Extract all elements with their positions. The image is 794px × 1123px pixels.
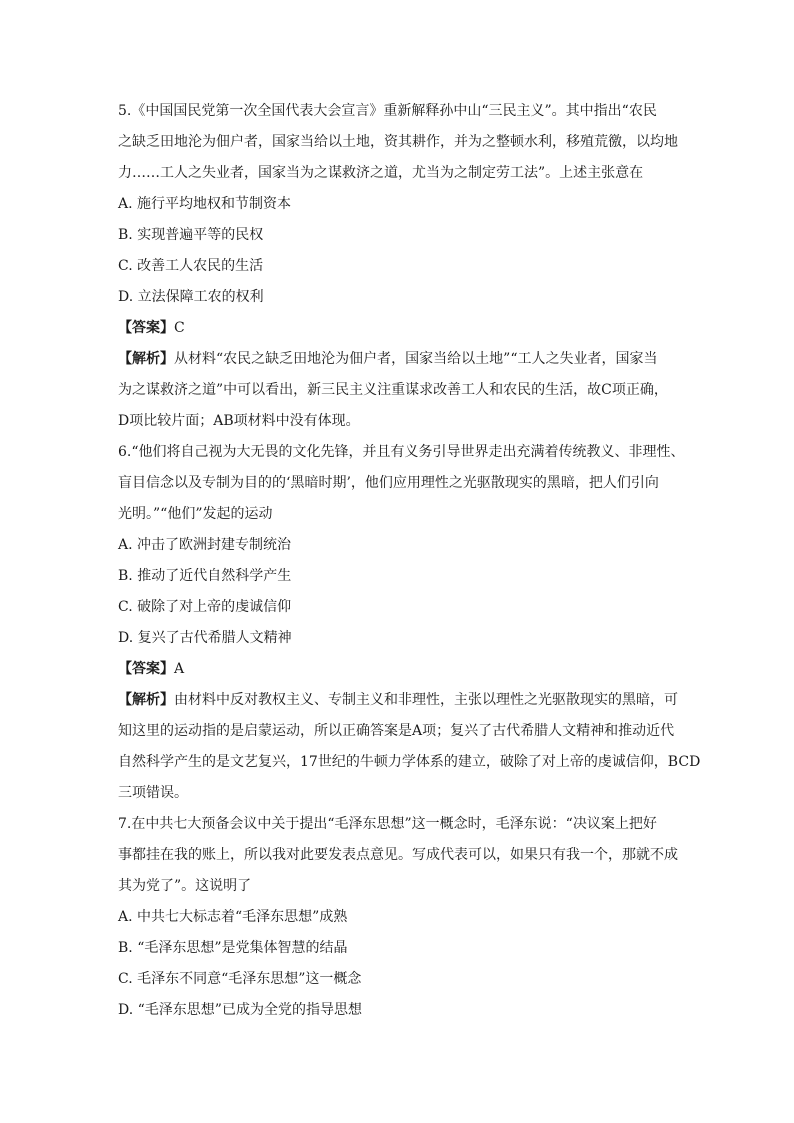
analysis-line: 为之谋救济之道”中可以看出，新三民主义注重谋求改善工人和农民的生活，故C项正确， [118,382,668,398]
analysis-text: 从材料“农民之缺乏田地沦为佃户者，国家当给以土地”“工人之失业者，国家当 [174,351,658,367]
answer-line [118,313,678,344]
option-b: B. “毛泽东思想”是党集体智慧的结晶 [118,940,348,956]
option-a: A. 中共七大标志着“毛泽东思想”成熟 [118,909,348,925]
answer-value: C [174,320,185,336]
analysis-line: 三项错误。 [118,785,188,801]
analysis-text: 由材料中反对教权主义、专制主义和非理性，主张以理性之光驱散现实的黑暗，可 [174,692,678,708]
analysis-label: 【解析】 [118,351,174,367]
answer-value: A [174,661,185,677]
option-c: C. 破除了对上帝的虔诚信仰 [118,599,292,615]
analysis-line: 自然科学产生的是文艺复兴，17世纪的牛顿力学体系的建立，破除了对上帝的虔诚信仰，BCD [118,754,701,770]
question-stem-line: 之缺乏田地沦为佃户者，国家当给以土地，资其耕作，并为之整顿水利，移殖荒徼，以均地 [118,134,678,150]
question-stem-line: 盲目信念以及专制为目的的‘黑暗时期’，他们应用理性之光驱散现实的黑暗，把人们引向 [118,475,659,491]
option-d: D. 立法保障工农的权利 [118,289,264,305]
question-5 [118,96,678,437]
question-stem-line: 事都挂在我的账上，所以我对此要发表点意见。写成代表可以，如果只有我一个，那就不成 [118,847,678,863]
analysis-line [118,685,678,716]
option-c: C. 改善工人农民的生活 [118,258,264,274]
analysis-line [118,344,678,375]
question-stem-line: 7.在中共七大预备会议中关于提出“毛泽东思想”这一概念时，毛泽东说：“决议案上把好 [118,816,657,832]
answer-line [118,654,678,685]
option-d: D. “毛泽东思想”已成为全党的指导思想 [118,1002,362,1018]
analysis-line: 知这里的运动指的是启蒙运动，所以正确答案是A项；复兴了古代希腊人文精神和推动近代 [118,723,675,739]
option-b: B. 实现普遍平等的民权 [118,227,264,243]
question-stem-line: 5.《中国国民党第一次全国代表大会宣言》重新解释孙中山“三民主义”。其中指出“农民 [118,103,657,119]
question-stem-line: 光明。”“他们”发起的运动 [118,506,273,522]
analysis-line: D项比较片面；AB项材料中没有体现。 [118,413,360,429]
question-7 [118,809,678,1026]
document-page [118,96,701,1026]
option-a: A. 施行平均地权和节制资本 [118,196,292,212]
option-c: C. 毛泽东不同意“毛泽东思想”这一概念 [118,971,362,987]
option-d: D. 复兴了古代希腊人文精神 [118,630,292,646]
question-6 [118,437,701,809]
question-stem-line: 6.“他们将自己视为大无畏的文化先锋，并且有义务引导世界走出充满着传统教义、非理性、 [118,444,685,460]
option-b: B. 推动了近代自然科学产生 [118,568,292,584]
option-a: A. 冲击了欧洲封建专制统治 [118,537,292,553]
analysis-label: 【解析】 [118,692,174,708]
answer-label: 【答案】 [118,661,174,677]
question-stem-line: 力……工人之失业者，国家当为之谋救济之道，尤当为之制定劳工法”。上述主张意在 [118,165,644,181]
question-stem-line: 其为党了”。这说明了 [118,878,252,894]
answer-label: 【答案】 [118,320,174,336]
